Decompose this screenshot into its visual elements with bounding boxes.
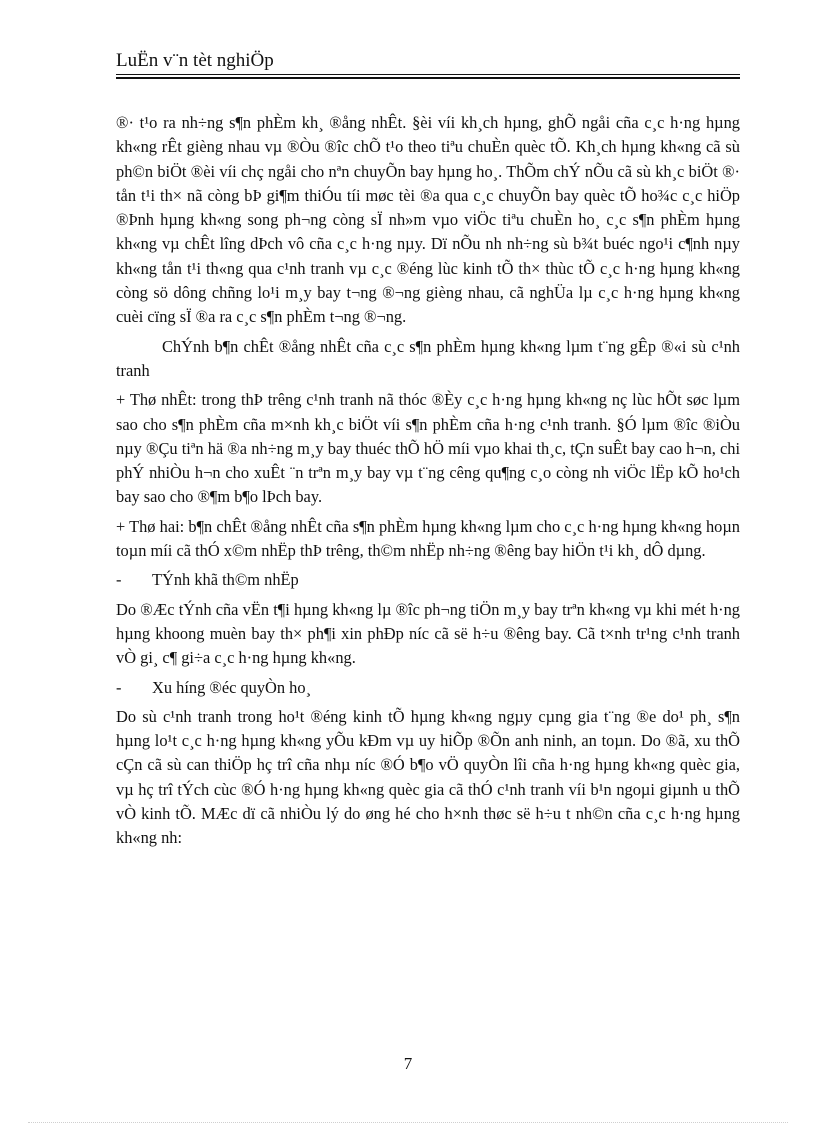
paragraph-5: Do ®Æc tÝnh cña vËn t¶i hµng kh«ng lµ ®îc ph¬ng tiÖn m¸y bay trªn kh«ng vµ khi mét h·ng hµng khoong muèn bay th× ph¶i xin phÐp níc cã së h÷u ®êng bay. Cã t×nh tr¹ng c¹nh tranh vÒ gi¸ c¶ gi÷a c¸c h·ng hµng kh«ng.: [116, 599, 740, 668]
paragraph-3: + Thø nhÊt: trong thÞ trêng c¹nh tranh nã thóc ®Èy c¸c h·ng hµng kh«ng nç lùc hÕt søc lµm sao cho s¶n phÈm cña m×nh kh¸c biÖt víi s¶n phÈm cña h·ng c¹nh tranh. §Ó lµm ®îc ®iÒu nµy ®Çu tiªn hä ®a nh÷ng m¸y bay thuéc thÕ hÖ míi vµo khai th¸c, tÇn suÊt bay cao h¬n, chi phÝ nhiÒu h¬n cho xuÊt ¨n trªn m¸y bay vµ t¨ng cêng qu¶ng c¸o còng nh viÖc lËp kÕ ho¹ch bay sao cho ®¶m b¶o lÞch bay.: [116, 390, 740, 507]
paragraph-2: ChÝnh b¶n chÊt ®ång nhÊt cña c¸c s¶n phÈm hµng kh«ng lµm t¨ng gÊp ®«i sù c¹nh tranh: [116, 336, 740, 380]
dash-mark: -: [116, 677, 122, 697]
page-number: 7: [403, 1054, 413, 1073]
header-rule-thin: [116, 74, 740, 75]
running-header: LuËn v¨n tèt nghiÖp: [116, 50, 274, 71]
dash-item-text: TÝnh khã th©m nhËp: [152, 570, 299, 590]
dash-item-2: [116, 676, 740, 700]
paragraph-4: + Thø hai: b¶n chÊt ®ång nhÊt cña s¶n phÈm hµng kh«ng lµm cho c¸c h·ng hµng kh«ng hoµn toµn míi cã thÓ x©m nhËp thÞ trêng, th©m nhËp nh÷ng ®êng bay hiÖn t¹i kh¸ dÔ dµng.: [116, 516, 740, 561]
paragraph-6: Do sù c¹nh tranh trong ho¹t ®éng kinh tÕ hµng kh«ng ngµy cµng gia t¨ng ®e do¹ ph¸ s¶n hµng lo¹t c¸c h·ng hµng kh«ng yÕu kÐm vµ uy hiÕp ®Õn anh ninh, an toµn. Do ®ã, xu thÕ cÇn cã sù can thiÖp hç trî cña nhµ níc ®Ó b¶o vÖ quyÒn lîi cña h·ng hµng kh«ng quèc gia, vµ hç trî tÝch cùc ®Ó h·ng hµng kh«ng quèc gia cã thÓ c¹nh tranh víi b¹n ngoµi giµnh u thÕ vÒ kinh tÕ. MÆc dï cã nhiÒu lý do øng hé cho h×nh thøc së h÷u t nh©n cña c¸c h·ng hµng kh«ng nh:: [116, 706, 740, 848]
body-text: [116, 111, 740, 856]
paragraph-1: ®· t¹o ra nh÷ng s¶n phÈm kh¸ ®ång nhÊt. §èi víi kh¸ch hµng, ghÕ ngåi cña c¸c h·ng hµng kh«ng rÊt gièng nhau vµ ®Òu ®îc chÕ t¹o theo tiªu chuÈn quèc tÕ. Kh¸ch hµng kh«ng cã sù ph©n biÖt ®èi víi chç ngåi cho nªn chuyÕn bay hµng ho¸. ThÕm chÝ nÕu cã sù kh¸c biÖt ®· tån t¹i th× nã còng bÞ gi¶m thiÓu tíi møc tèi ®a qua c¸c chuyÕn bay quèc tÕ ho¾c c¸c hiÖp ®Þnh hµng kh«ng song ph¬ng còng sÏ nh»m vµo viÖc tiªu chuÈn ho¸ c¸c s¶n phÈm hµng kh«ng vµ chÊt lîng dÞch vô cña c¸c h·ng nµy. Dï nÕu nh nh÷ng sù b¾t buéc ngo¹i c¶nh nµy kh«ng tån t¹i th«ng qua c¹nh tranh vµ c¸c ®éng lùc kinh tÕ th× thùc tÕ c¸c h·ng hµng kh«ng còng sö dông chñng lo¹i m¸y bay t¬ng ®¬ng gièng nhau, cã nghÜa lµ c¸c h·ng hµng kh«ng cuèi cïng sÏ ®a ra c¸c s¶n phÈm t¬ng ®¬ng.: [116, 113, 740, 327]
dash-mark: -: [116, 570, 122, 590]
dash-item-1: [116, 568, 740, 592]
dash-item-text: Xu híng ®éc quyÒn ho¸: [152, 677, 312, 697]
header-rule-thick: [116, 77, 740, 79]
